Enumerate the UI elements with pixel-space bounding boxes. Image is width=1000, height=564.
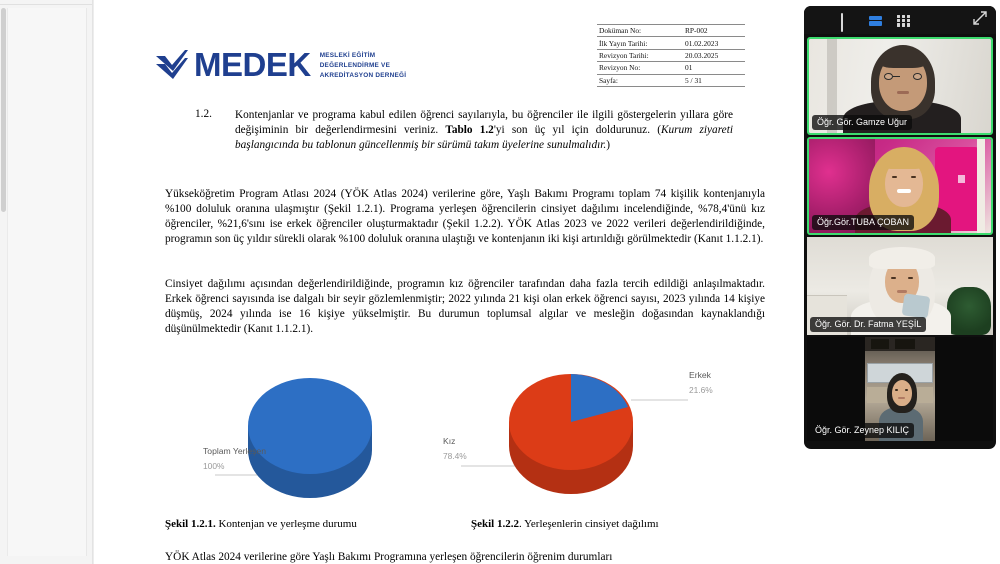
- question-text-part2: 'yi son üç yıl için doldurunuz. (: [493, 123, 661, 136]
- vertical-scrollbar-thumb[interactable]: [1, 8, 6, 212]
- pie-chart-enrollment: [193, 368, 423, 518]
- chart2-slice-value-kiz: 78.4%: [443, 451, 467, 462]
- chart2-slice-label-kiz: Kız: [443, 436, 456, 446]
- logo-wordmark: MEDEK: [194, 46, 311, 83]
- participant-nameplate: Öğr. Gör. Gamze Uğur: [812, 115, 912, 130]
- chart1-slice-value: 100%: [203, 461, 225, 472]
- body-paragraph-2: Cinsiyet dağılımı açısından değerlendirildiğinde, programın kız öğrenciler tarafından daha fazla tercih edildiği anlaşılmaktadır. Erkek öğrenci sayısında ise dalgalı bir seyir gözlemlenmiştir; 2022 yılında 21 kişi olan erkek öğrenci sayısı, 2023 yılında 14 kişiye düşmüş, 2024 yılında ise 16 kişiye yükselmiştir. Bu durumun toplumsal algılar ve mesleğin doğasından kaynaklandığı düşünülmektedir (Kanıt 1.1.2.1).: [165, 278, 765, 335]
- chart1-slice-label: Toplam Yerleşen: [203, 446, 267, 456]
- figure-caption-2: [471, 518, 659, 530]
- info-key: İlk Yayın Tarihi:: [597, 37, 681, 49]
- pie-chart-gender: [443, 368, 723, 518]
- participant-nameplate: Öğr. Gör. Dr. Fatma YEŞİL: [810, 317, 926, 332]
- video-tile-participant-1[interactable]: [807, 37, 993, 135]
- table-row: [597, 74, 745, 86]
- question-block: [195, 108, 733, 153]
- question-text-part1: Kontenjanlar ve programa kabul edilen öğrenci sayılarıyla, bu öğrenciler ile ilgili göstergelerin yıllara göre değişiminin bir değerlendirmesini veriniz.: [235, 109, 733, 136]
- video-conference-panel: [800, 0, 1000, 564]
- document-info-table: [597, 24, 745, 87]
- video-tile-participant-3[interactable]: [807, 237, 993, 335]
- figure-caption-1-label: Şekil 1.2.1.: [165, 518, 216, 530]
- info-key: Revizyon Tarihi:: [597, 49, 681, 61]
- figure-caption-2-text: . Yerleşenlerin cinsiyet dağılımı: [518, 518, 659, 530]
- question-text: [235, 108, 733, 153]
- figure-captions: [93, 518, 800, 540]
- body-paragraph-3: YÖK Atlas 2024 verilerine göre Yaşlı Bakımı Programına yerleşen öğrencilerin öğrenim durumları: [165, 551, 613, 563]
- logo-subtitle-line-3: AKREDİTASYON DERNEĞİ: [319, 71, 407, 79]
- video-view-toolbar: [804, 6, 996, 34]
- table-row: [597, 37, 745, 49]
- video-panel-surface: [804, 6, 996, 449]
- double-chevron-check-icon: [155, 50, 189, 80]
- chart2-slice-label-erkek: Erkek: [689, 370, 711, 380]
- single-view-icon[interactable]: [841, 14, 856, 27]
- medek-logo: [155, 48, 406, 81]
- document-header: [93, 0, 800, 100]
- question-text-part3: ): [606, 138, 610, 151]
- logo-subtitle-line-1: MESLEKİ EĞİTİM: [319, 52, 376, 60]
- info-key: Sayfa:: [597, 74, 681, 86]
- minimize-view-icon[interactable]: [813, 14, 828, 27]
- info-value: 5 / 31: [681, 74, 745, 86]
- video-tile-participant-2[interactable]: [807, 137, 993, 235]
- question-text-italic: Kurum ziyareti başlangıcında bu tablonun güncellenmiş bir sürümü takım üyelerine sunulmalıdır.: [235, 123, 733, 151]
- table-row: [597, 62, 745, 74]
- figures-row: [93, 368, 800, 518]
- logo-subtitle-line-2: DEĞERLENDİRME VE: [319, 62, 391, 70]
- participant-nameplate: Öğr.Gör.TUBA ÇOBAN: [812, 215, 914, 230]
- question-number: 1.2.: [195, 108, 212, 120]
- participant-nameplate: Öğr. Gör. Zeynep KILIÇ: [810, 423, 914, 438]
- pane-inner-surface: [7, 8, 87, 556]
- figure-caption-2-label: Şekil 1.2.2: [471, 518, 519, 530]
- body-paragraph-1: Yükseköğretim Program Atlası 2024 (YÖK Atlas 2024) verilerine göre, Yaşlı Bakımı Programı toplam 74 kişilik kontenjanıyla %100 doluluk oranına ulaşmıştır (Şekil 1.2.1). Programa yerleşen öğrencilerin cinsiyet dağılımı incelendiğinde, %78,4'ünü kız öğrenciler, %21,6'sını ise erkek öğrenciler oluşturmaktadır (Şekil 1.2.2). YÖK Atlas 2023 ve 2022 verileri değerlendirildiğinde, programın son üç yıldır sürekli olarak %100 doluluk oranına ulaştığı ve kontenjanın iki kişi artırıldığı görülmektedir (Kanıt 1.1.2.1).: [165, 188, 765, 245]
- expand-view-icon[interactable]: [973, 11, 987, 29]
- info-value: RP-002: [681, 25, 745, 37]
- logo-subtitle: [320, 48, 407, 81]
- pane-top-divider: [0, 4, 92, 5]
- info-value: 01.02.2023: [681, 37, 745, 49]
- grid-view-icon[interactable]: [897, 14, 912, 27]
- question-text-bold: Tablo 1.2: [445, 123, 494, 136]
- info-value: 01: [681, 62, 745, 74]
- split-view-icon[interactable]: [869, 14, 884, 27]
- figure-caption-1: [165, 518, 357, 530]
- figure-caption-1-text: Kontenjan ve yerleşme durumu: [215, 518, 357, 530]
- table-row: [597, 49, 745, 61]
- info-value: 20.03.2025: [681, 49, 745, 61]
- info-key: Revizyon No:: [597, 62, 681, 74]
- table-row: [597, 25, 745, 37]
- info-key: Doküman No:: [597, 25, 681, 37]
- video-tile-participant-4[interactable]: [807, 337, 993, 441]
- chart2-slice-value-erkek: 21.6%: [689, 385, 713, 396]
- document-navigation-pane: [0, 0, 93, 564]
- document-page: [93, 0, 800, 564]
